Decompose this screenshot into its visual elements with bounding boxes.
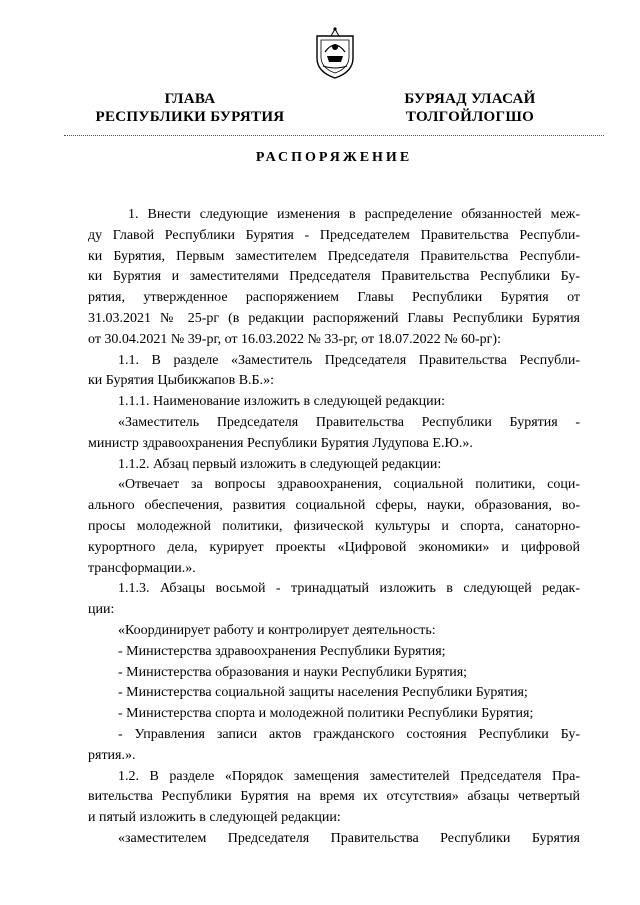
body-line: - Министерства образования и науки Республики Бурятия; (118, 664, 468, 680)
header-right (385, 90, 555, 126)
body-line: и пятый изложить в следующей редакции: (88, 810, 341, 826)
body-line: 1.1.3. Абзацы восьмой - тринадцатый изложить в следующей редак- (118, 581, 580, 597)
body-line: 1.2. В разделе «Порядок замещения заместителей Председателя Пра- (118, 768, 580, 784)
dotted-divider (64, 135, 604, 136)
body-line: 31.03.2021 № 25-рг (в редакции распоряжений Главы Республики Бурятия (88, 310, 580, 326)
document-title: РАСПОРЯЖЕНИЕ (255, 150, 413, 165)
body-line: от 30.04.2021 № 39-рг, от 16.03.2022 № 33-рг, от 18.07.2022 № 60-рг): (88, 331, 501, 347)
body-line: вительства Республики Бурятия на время их отсутствия» абзацы четвертый (88, 789, 580, 805)
body-line: ки Бурятия Цыбикжапов В.Б.»: (88, 373, 274, 389)
body-line: «Координирует работу и контролирует деятельность: (118, 622, 436, 638)
coat-of-arms-emblem (313, 26, 357, 80)
header-left-line-2: РЕСПУБЛИКИ БУРЯТИЯ (95, 109, 285, 125)
body-line: - Министерства здравоохранения Республики Бурятия; (118, 643, 446, 659)
body-line: 1. Внести следующие изменения в распределение обязанностей меж- (128, 207, 580, 222)
header-left (85, 90, 295, 126)
body-line: - Министерства спорта и молодежной политики Республики Бурятия; (118, 706, 534, 722)
body-line: 1.1.2. Абзац первый изложить в следующей редакции: (118, 456, 442, 472)
body-line: 1.1.1. Наименование изложить в следующей редакции: (118, 394, 445, 410)
body-line: просы молодежной политики, физической культуры и спорта, санаторно- (88, 518, 580, 534)
body-line: «Заместитель Председателя Правительства Республики Бурятия - (118, 414, 580, 430)
header-right-line-2: ТОЛГОЙЛОГШО (405, 109, 535, 125)
body-line: ду Главой Республики Бурятия - Председателем Правительства Республи- (88, 227, 580, 243)
body-line: курортного дела, курирует проекты «Цифровой экономики» и цифровой (88, 539, 580, 555)
body-line: ального обеспечения, развития социальной сферы, науки, образования, во- (88, 498, 580, 514)
document-body (88, 205, 580, 850)
header-right-line-1: БУРЯАД УЛАСАЙ (404, 91, 536, 107)
header-left-line-1: ГЛАВА (164, 91, 216, 107)
body-line: - Министерства социальной защиты населения Республики Бурятия; (118, 685, 528, 701)
body-line: ки Бурятия и заместителями Председателя Правительства Республики Бу- (88, 269, 580, 285)
body-line: «Отвечает за вопросы здравоохранения, социальной политики, соци- (118, 477, 580, 493)
body-line: министр здравоохранения Республики Бурятия Лудупова Е.Ю.». (88, 435, 473, 451)
body-line: - Управления записи актов гражданского состояния Республики Бу- (118, 726, 580, 742)
body-line: рятия, утвержденное распоряжением Главы Республики Бурятия от (88, 290, 580, 306)
body-line: 1.1. В разделе «Заместитель Председателя Правительства Республи- (118, 352, 580, 368)
body-line: трансформации.». (88, 560, 196, 576)
body-line: ции: (88, 602, 115, 618)
body-line: ки Бурятия, Первым заместителем Председателя Правительства Республи- (88, 248, 580, 264)
body-line: рятия.». (88, 747, 136, 763)
body-line: «заместителем Председателя Правительства Республики Бурятия (118, 830, 580, 846)
